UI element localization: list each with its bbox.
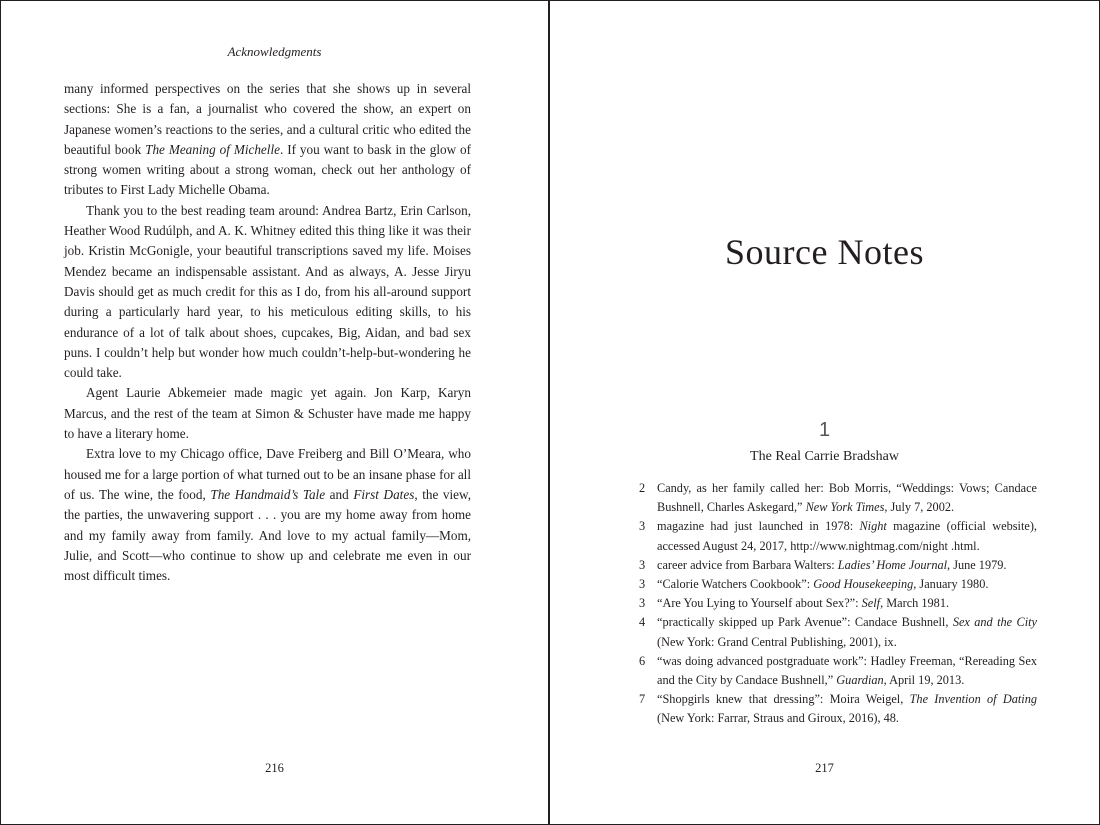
text-run: and [325, 486, 354, 502]
italic-title: Night [859, 519, 887, 534]
note-page-ref: 3 [639, 596, 646, 611]
note-text [657, 481, 1037, 514]
note-text [657, 692, 1037, 725]
note-text [657, 654, 1037, 687]
note-page-ref: 3 [639, 519, 646, 534]
chapter-title: The Real Carrie Bradshaw [750, 449, 899, 464]
italic-title: First Dates [353, 486, 415, 502]
text-run: “practically skipped up Park Avenue”: Candace Bushnell, [657, 615, 953, 630]
text-run: . If you want to bask in the glow of strong women writing about a strong woman, check out her anthology of tributes to First Lady Michelle Obama. [64, 141, 472, 198]
text-run: “was doing advanced postgraduate work”: Hadley Freeman, “Rereading Sex and the City by Candace Bushnell,” [657, 653, 1037, 688]
acknowledgments-body [64, 79, 471, 586]
text-run: Extra love to my Chicago office, Dave Freiberg and Bill O’Meara, who housed me for a large portion of what turned out to be an insane phase for all of us. The wine, the food, [64, 446, 471, 502]
text-run: many informed perspectives on the series that she shows up in several sections: She is a fan, a journalist who covered the show, an expert on Japanese women’s reactions to the series, and a cultural critic who edited the beautiful book [64, 81, 471, 157]
paragraph [64, 444, 471, 586]
text-run: magazine (official website), accessed August 24, 2017, http://www.nightmag.com/night .html. [657, 519, 1037, 553]
chapter-number: 1 [818, 419, 831, 441]
text-run: , January 1980. [913, 577, 989, 592]
page-number-right: 217 [815, 761, 834, 775]
note-text [657, 558, 1006, 572]
source-note [639, 556, 1037, 575]
source-note [639, 575, 1037, 594]
section-heading: Source Notes [725, 232, 924, 273]
source-note [639, 517, 1037, 555]
text-run: “Calorie Watchers Cookbook”: [657, 577, 814, 592]
note-page-ref: 3 [639, 577, 646, 592]
note-page-ref: 7 [639, 692, 646, 707]
note-text [657, 596, 949, 610]
paragraph [64, 79, 471, 201]
note-text [657, 615, 1037, 648]
source-note [639, 613, 1037, 651]
text-run: (New York: Grand Central Publishing, 2001), ix. [657, 634, 897, 649]
text-run: “Shopgirls knew that dressing”: Moira Weigel, [657, 692, 910, 707]
paragraph [64, 383, 471, 444]
italic-title: Self [861, 596, 881, 611]
italic-title: Guardian [836, 673, 884, 688]
text-run: , June 1979. [947, 557, 1007, 572]
source-notes-list [639, 479, 1037, 729]
note-text [657, 519, 1037, 552]
italic-title: New York Times [805, 500, 885, 515]
text-run: Candy, as her family called her: Bob Morris, “Weddings: Vows; Candace Bushnell, Charles Askegard,” [657, 481, 1037, 515]
italic-title: The Invention of Dating [909, 692, 1037, 707]
source-note [639, 479, 1037, 517]
text-run: , March 1981. [880, 596, 950, 611]
text-run: (New York: Farrar, Straus and Giroux, 2016), 48. [657, 711, 899, 726]
left-page [1, 1, 550, 824]
italic-title: The Meaning of Michelle [145, 141, 280, 157]
italic-title: The Handmaid’s Tale [210, 486, 326, 502]
source-note [639, 594, 1037, 613]
source-note [639, 690, 1037, 728]
italic-title: Sex and the City [952, 615, 1037, 630]
text-run: “Are You Lying to Yourself about Sex?”: [657, 596, 862, 611]
page-number-left: 216 [265, 761, 284, 775]
note-page-ref: 3 [639, 557, 646, 572]
text-run: Agent Laurie Abkemeier made magic yet again. Jon Karp, Karyn Marcus, and the rest of the team at Simon & Schuster have made me happy to have a literary home. [64, 385, 471, 442]
italic-title: Good Housekeeping [813, 577, 914, 592]
note-text [657, 577, 988, 591]
italic-title: Ladies’ Home Journal [837, 557, 948, 572]
right-page [550, 1, 1099, 824]
note-page-ref: 4 [639, 615, 646, 630]
text-run: , July 7, 2002. [884, 500, 955, 515]
note-page-ref: 2 [639, 481, 646, 495]
paragraph [64, 201, 471, 384]
text-run: , the view, the parties, the unwavering support . . . you are my home away from home and my family away from family. And love to my actual family—Mom, Julie, and Scott—who continue to show up and celebrate me even in our most difficult times. [64, 486, 471, 584]
source-note [639, 652, 1037, 690]
text-run: Thank you to the best reading team around: Andrea Bartz, Erin Carlson, Heather Wood Rudúlph, and A. K. Whitney edited this thing like it was their job. Kristin McGonigle, your beautiful transcriptions saved my life. Moises Mendez became an indispensable assistant. And as always, A. Jesse Jiryu Davis should get as much credit for this as I do, from his all-around support during a particularly hard year, to his meticulous editing skills, to his endurance of a lot of talk about shoes, cupcakes, Big, Aidan, and bad sex puns. I couldn’t help but wonder how much couldn’t-help-but-wondering he could take. [64, 202, 471, 381]
text-run: magazine had just launched in 1978: [657, 519, 860, 534]
text-run: , April 19, 2013. [883, 673, 965, 688]
running-head: Acknowledgments [227, 44, 322, 59]
note-page-ref: 6 [639, 653, 646, 668]
text-run: career advice from Barbara Walters: [657, 557, 838, 572]
